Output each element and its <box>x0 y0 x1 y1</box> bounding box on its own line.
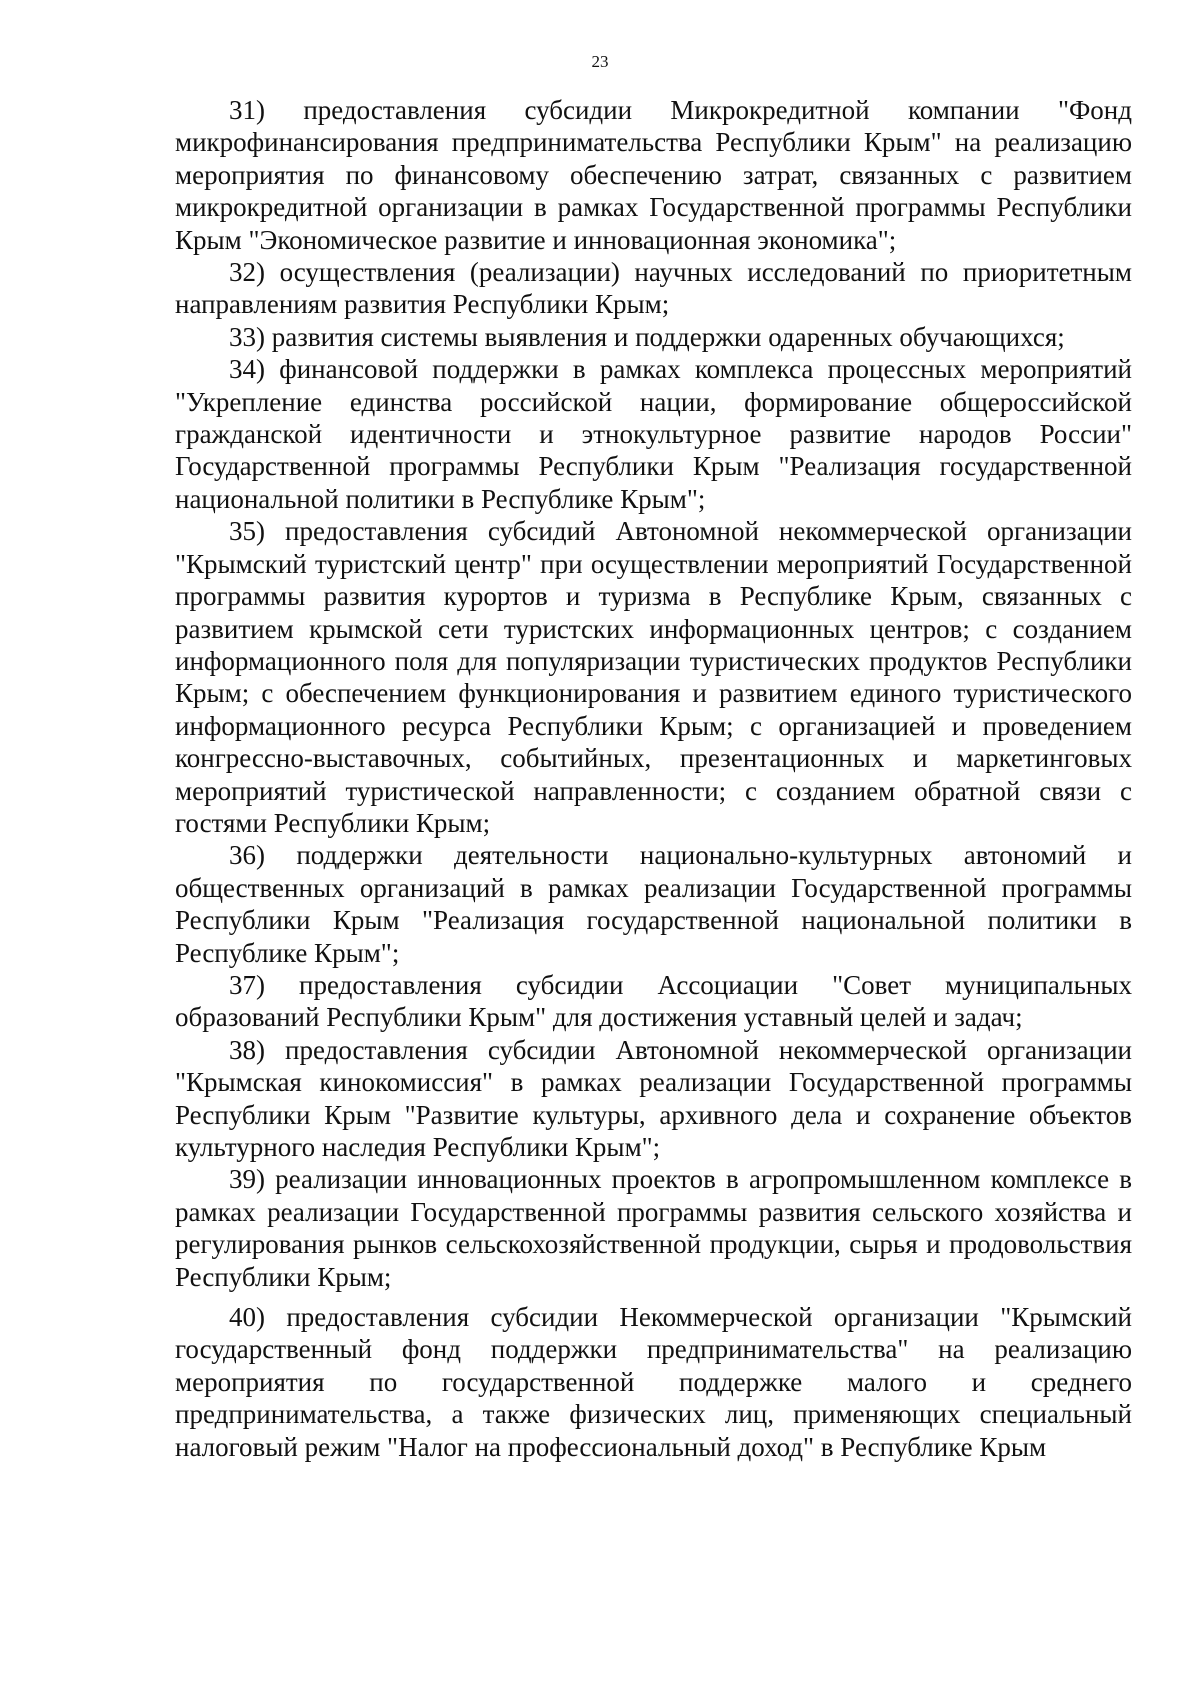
page-number: 23 <box>591 52 609 71</box>
list-item-31: 31) предоставления субсидии Микрокредитной компании "Фонд микрофинансирования предпринимательства Республики Крым" на реализацию мероприятия по финансовому обеспечению затрат, связанных с развитием микрокредитной организации в рамках Государственной программы Республики Крым "Экономическое развитие и инновационная экономика"; <box>175 95 1132 255</box>
list-item-40: 40) предоставления субсидии Некоммерческой организации "Крымский государственный фонд поддержки предпринимательства" на реализацию мероприятия по государственной поддержке малого и среднего предпринимательства, а также физических лиц, применяющих специальный налоговый режим "Налог на профессиональный доход" в Республике Крым <box>175 1302 1132 1462</box>
list-item-32: 32) осуществления (реализации) научных исследований по приоритетным направлениям развития Республики Крым; <box>175 257 1132 320</box>
list-item-38: 38) предоставления субсидии Автономной некоммерческой организации "Крымская кинокомиссия" в рамках реализации Государственной программы Республики Крым "Развитие культуры, архивного дела и сохранение объектов культурного наследия Республики Крым"; <box>175 1034 1132 1162</box>
list-item-35: 35) предоставления субсидий Автономной некоммерческой организации "Крымский туристский центр" при осуществлении мероприятий Государственной программы развития курортов и туризма в Республике Крым, связанных с развитием крымской сети туристских информационных центров; с созданием информационного поля для популяризации туристических продуктов Республики Крым; с обеспечением функционирования и развитием единого туристического информационного ресурса Республики Крым; с организацией и проведением конгрессно-выставочных, событийных, презентационных и маркетинговых мероприятий туристической направленности; с созданием обратной связи с гостями Республики Крым; <box>175 516 1132 838</box>
list-item-39: 39) реализации инновационных проектов в агропромышленном комплексе в рамках реализации Государственной программы развития сельского хозяйства и регулирования рынков сельскохозяйственной продукции, сырья и продовольствия Республики Крым; <box>175 1164 1132 1292</box>
list-item-37: 37) предоставления субсидии Ассоциации "Совет муниципальных образований Республики Крым" для достижения уставный целей и задач; <box>175 969 1132 1033</box>
list-item-36: 36) поддержки деятельности национально-культурных автономий и общественных организаций в рамках реализации Государственной программы Республики Крым "Реализация государственной национальной политики в Республике Крым"; <box>175 840 1132 968</box>
list-item-33: 33) развития системы выявления и поддержки одаренных обучающихся; <box>229 321 1065 352</box>
list-item-34: 34) финансовой поддержки в рамках комплекса процессных мероприятий "Укрепление единства российской нации, формирование общероссийской гражданской идентичности и этнокультурное развитие народов России" Государственной программы Республики Крым "Реализация государственной национальной политики в Республике Крым"; <box>175 354 1132 514</box>
document-body <box>175 94 1132 1463</box>
